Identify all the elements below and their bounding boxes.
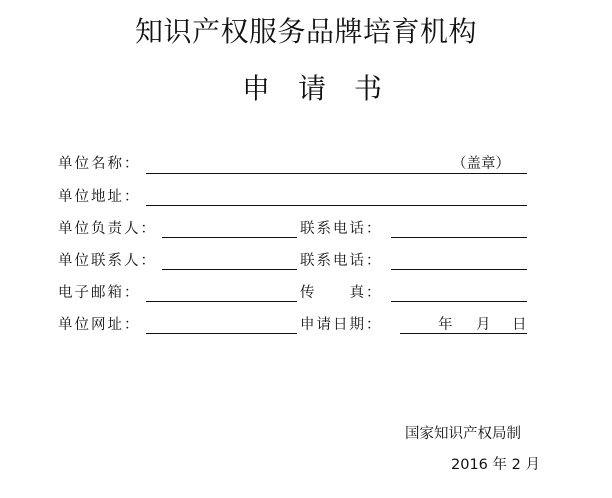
unit-name-seal-note: （盖章） bbox=[452, 156, 510, 172]
document-title: 知识产权服务品牌培育机构 bbox=[134, 15, 477, 48]
website-field[interactable] bbox=[146, 333, 297, 334]
document-subtitle: 申 请 书 bbox=[241, 72, 382, 105]
email-label: 电子邮箱： bbox=[58, 285, 141, 301]
date-month-unit: 月 bbox=[476, 317, 491, 333]
fax-label: 传 真： bbox=[300, 285, 383, 301]
contact-phone-field-1[interactable] bbox=[391, 237, 527, 238]
contact-person-label: 单位联系人： bbox=[58, 253, 157, 269]
fax-field[interactable] bbox=[391, 301, 527, 302]
unit-name-label: 单位名称： bbox=[58, 156, 141, 172]
date-year-unit: 年 bbox=[438, 317, 453, 333]
unit-address-field[interactable] bbox=[146, 205, 527, 206]
date-day-unit: 日 bbox=[512, 317, 527, 333]
contact-phone-field-2[interactable] bbox=[391, 269, 527, 270]
person-in-charge-label: 单位负责人： bbox=[58, 221, 157, 237]
issue-date: 2016 年 2 月 bbox=[451, 457, 540, 473]
person-in-charge-field[interactable] bbox=[162, 237, 297, 238]
apply-date-label: 申请日期： bbox=[300, 317, 383, 333]
contact-phone-label-2: 联系电话： bbox=[300, 253, 383, 269]
email-field[interactable] bbox=[146, 301, 297, 302]
issuer-text: 国家知识产权局制 bbox=[405, 426, 521, 442]
website-label: 单位网址： bbox=[58, 317, 141, 333]
apply-date-field[interactable] bbox=[400, 333, 527, 334]
unit-address-label: 单位地址： bbox=[58, 189, 141, 205]
contact-person-field[interactable] bbox=[162, 269, 297, 270]
contact-phone-label-1: 联系电话： bbox=[300, 221, 383, 237]
